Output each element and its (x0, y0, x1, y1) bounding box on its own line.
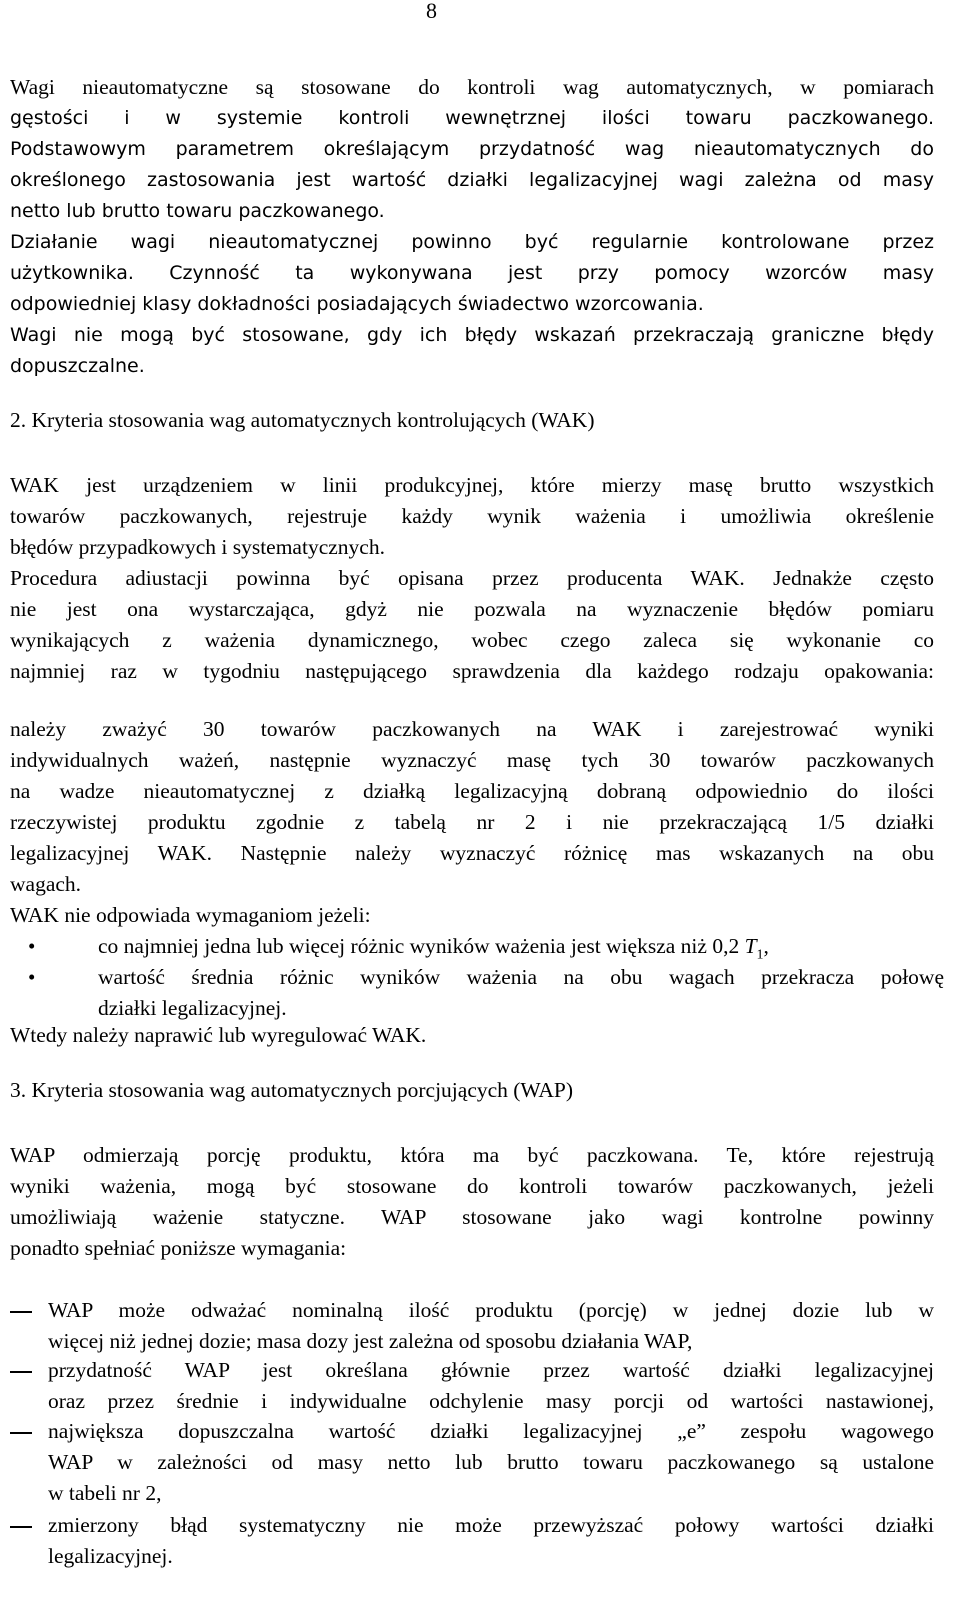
dash-item-text: przydatność WAP jest określana głównie przez wartość działki legalizacyjnej oraz przez średnie i indywidualne odchylenie masy porcji od wartości nastawionej, (48, 1358, 934, 1413)
text-line: określonego zastosowania jest wartość działki legalizacyjnej wagi zależna od masy (10, 169, 934, 191)
text-line: legalizacyjnej WAK. Następnie należy wyznaczyć różnicę mas wskazanych na obu (10, 841, 934, 865)
dash-item-text: WAP może odważać nominalną ilość produktu (porcję) w jednej dozie lub w więcej niż jednej dozie; masa dozy jest zależna od sposobu działania WAP, (48, 1298, 934, 1353)
text-line: Wtedy należy naprawić lub wyregulować WAK. (10, 1023, 427, 1047)
text-line: indywidualnych ważeń, następnie wyznaczyć masę tych 30 towarów paczkowanych (10, 748, 934, 772)
text-line: netto lub brutto towaru paczkowanego. (10, 200, 385, 222)
text-line: ponadto spełniać poniższe wymagania: (10, 1236, 347, 1260)
paragraph-wak-procedure (10, 714, 934, 931)
bullet-icon: • (28, 965, 36, 989)
dash-list-item (10, 1295, 934, 1357)
dash-list-item (10, 1416, 934, 1509)
text-line: najmniej raz w tygodniu następującego sprawdzenia dla każdego rodzaju opakowania: (10, 659, 934, 683)
dash-item-text: zmierzony błąd systematyczny nie może przewyższać połowy wartości działki legalizacyjnej. (48, 1513, 934, 1568)
page-number: 8 (426, 0, 437, 23)
bullet-icon: • (28, 934, 36, 958)
text-line: dopuszczalne. (10, 355, 145, 377)
text-line: Procedura adiustacji powinna być opisana przez producenta WAK. Jednakże często (10, 566, 934, 590)
text-line: użytkownika. Czynność ta wykonywana jest przy pomocy wzorców masy (10, 262, 934, 284)
text-line: wyniki ważenia, mogą być stosowane do kontroli towarów paczkowanych, jeżeli (10, 1174, 934, 1198)
text-line: wagach. (10, 872, 82, 896)
text-line: Działanie wagi nieautomatycznej powinno być regularnie kontrolowane przez (10, 231, 934, 253)
text-line: WAK nie odpowiada wymaganiom jeżeli: (10, 903, 371, 927)
text-line: Wagi nie mogą być stosowane, gdy ich błędy wskazań przekraczają graniczne błędy (10, 324, 934, 346)
text-line: odpowiedniej klasy dokładności posiadających świadectwo wzorcowania. (10, 293, 704, 315)
text-line: Podstawowym parametrem określającym przydatność wag nieautomatycznych do (10, 138, 934, 160)
bullet-text: co najmniej jedna lub więcej różnic wyników ważenia jest większa niż 0,2 $T_1$, (98, 934, 769, 963)
bullet-item (10, 962, 944, 1024)
dash-list-item (10, 1355, 934, 1417)
text-line: Wagi nieautomatyczne są stosowane do kontroli wag automatycznych, w pomiarach (10, 75, 934, 99)
text-line: na wadze nieautomatycznej z działką legalizacyjną dobraną odpowiednio do ilości (10, 779, 934, 803)
paragraph-scales-nonautomatic (10, 72, 934, 382)
text-line: towarów paczkowanych, rejestruje każdy wynik ważenia i umożliwia określenie (10, 504, 934, 528)
text-line: błędów przypadkowych i systematycznych. (10, 535, 385, 559)
bullet-text: wartość średnia różnic wyników ważenia na obu wagach przekracza połowę działki legalizacyjnej. (98, 965, 944, 1020)
bullet-item (10, 931, 934, 962)
text-line: rzeczywistej produktu zgodnie z tabelą nr 2 i nie przekraczającą 1/5 działki (10, 810, 934, 834)
dash-list-item (10, 1510, 934, 1572)
dash-icon (10, 1311, 32, 1313)
text-line: WAK jest urządzeniem w linii produkcyjnej, które mierzy masę brutto wszystkich (10, 473, 934, 497)
dash-icon (10, 1526, 32, 1528)
paragraph-wap-description (10, 1140, 934, 1264)
dash-icon (10, 1432, 32, 1434)
text-line: WAP odmierzają porcję produktu, która ma być paczkowana. Te, które rejestrują (10, 1143, 934, 1167)
text-line: gęstości i w systemie kontroli wewnętrznej ilości towaru paczkowanego. (10, 107, 934, 129)
text-line: należy zważyć 30 towarów paczkowanych na WAK i zarejestrować wyniki (10, 717, 934, 741)
dash-item-text: największa dopuszczalna wartość działki legalizacyjnej „e” zespołu wagowego WAP w zależności od masy netto lub brutto towaru paczkowanego są ustalone w tabeli nr 2, (48, 1419, 934, 1505)
text-line: wynikających z ważenia dynamicznego, wobec czego zaleca się wykonanie co (10, 628, 934, 652)
section-heading-3: 3. Kryteria stosowania wag automatycznych porcjujących (WAP) (10, 1078, 573, 1102)
text-line: umożliwiają ważenie statyczne. WAP stosowane jako wagi kontrolne powinny (10, 1205, 934, 1229)
section-heading-2: 2. Kryteria stosowania wag automatycznych kontrolujących (WAK) (10, 408, 595, 432)
dash-icon (10, 1371, 32, 1373)
text-line: nie jest ona wystarczająca, gdyż nie pozwala na wyznaczenie błędów pomiaru (10, 597, 934, 621)
paragraph-wak-conclusion (10, 1020, 934, 1051)
paragraph-wak-description (10, 470, 934, 687)
